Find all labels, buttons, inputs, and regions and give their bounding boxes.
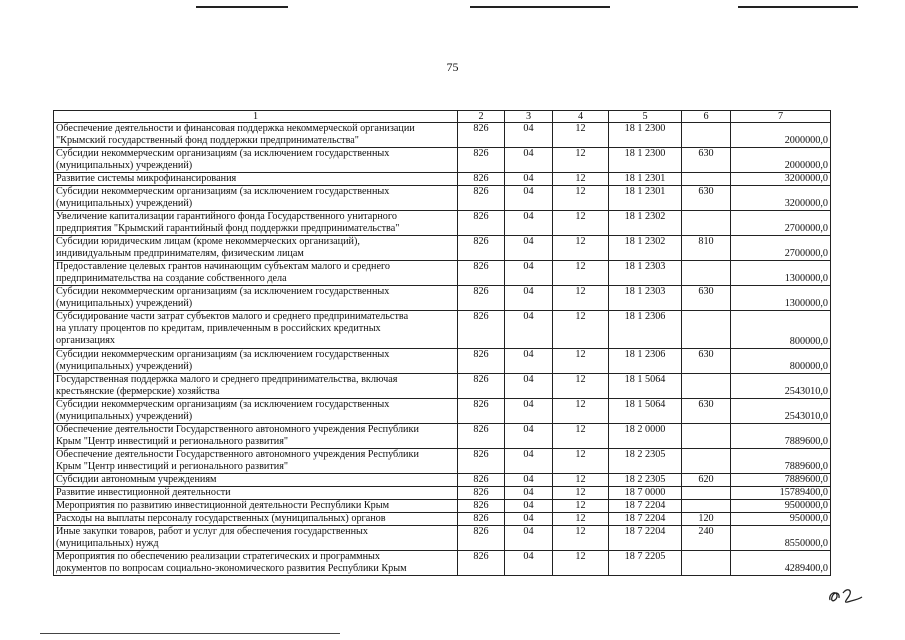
code-cell-c4: 12 [553, 500, 609, 513]
table-row [54, 211, 831, 236]
code-cell-c6: 630 [682, 349, 731, 374]
code-cell-c4: 12 [553, 513, 609, 526]
code-cell-c2: 826 [458, 399, 505, 424]
code-cell-c6 [682, 424, 731, 449]
expense-name-line: Обеспечение деятельности и финансовая поддержка некоммерческой организации [56, 123, 415, 134]
expense-name [54, 186, 458, 211]
code-cell-c5: 18 1 2306 [609, 349, 682, 374]
table-row [54, 236, 831, 261]
expense-name-line: предприятия "Крымский гарантийный фонд поддержки предпринимательства" [56, 223, 400, 234]
code-cell-c5: 18 7 2204 [609, 526, 682, 551]
amount-cell: 1300000,0 [731, 261, 831, 286]
code-cell-c4: 12 [553, 449, 609, 474]
expense-name [54, 236, 458, 261]
code-cell-c5: 18 2 2305 [609, 449, 682, 474]
code-cell-c2: 826 [458, 211, 505, 236]
code-cell-c2: 826 [458, 286, 505, 311]
code-cell-c2: 826 [458, 173, 505, 186]
expense-name-line: Субсидии некоммерческим организациям (за исключением государственных [56, 399, 390, 410]
code-cell-c3: 04 [505, 474, 553, 487]
table-row [54, 424, 831, 449]
code-cell-c3: 04 [505, 286, 553, 311]
handwritten-initials [826, 582, 866, 608]
code-cell-c2: 826 [458, 374, 505, 399]
expense-name-line: (муниципальных) нужд [56, 538, 159, 549]
code-cell-c6 [682, 311, 731, 349]
expense-name-line: Крым "Центр инвестиций и регионального развития" [56, 436, 289, 447]
code-cell-c2: 826 [458, 261, 505, 286]
expense-name-line: (муниципальных) учреждений) [56, 160, 193, 171]
code-cell-c4: 12 [553, 424, 609, 449]
code-cell-c4: 12 [553, 311, 609, 349]
code-cell-c5: 18 1 5064 [609, 374, 682, 399]
expense-name-line: Обеспечение деятельности Государственного автономного учреждения Республики [56, 449, 419, 460]
code-cell-c2: 826 [458, 123, 505, 148]
top-rule [196, 6, 288, 8]
expense-name [54, 399, 458, 424]
code-cell-c2: 826 [458, 513, 505, 526]
column-header: 4 [553, 111, 609, 123]
code-cell-c6 [682, 173, 731, 186]
amount-cell: 7889600,0 [731, 449, 831, 474]
expense-name-line: Развитие системы микрофинансирования [56, 173, 237, 184]
code-cell-c6: 810 [682, 236, 731, 261]
code-cell-c4: 12 [553, 487, 609, 500]
code-cell-c4: 12 [553, 349, 609, 374]
bottom-rule [40, 633, 340, 634]
column-header: 7 [731, 111, 831, 123]
code-cell-c2: 826 [458, 551, 505, 576]
expense-name-line: (муниципальных) учреждений) [56, 198, 193, 209]
amount-cell: 2000000,0 [731, 148, 831, 173]
code-cell-c4: 12 [553, 261, 609, 286]
top-rule [470, 6, 610, 8]
expense-name-line: Развитие инвестиционной деятельности [56, 487, 231, 498]
amount-cell: 8550000,0 [731, 526, 831, 551]
code-cell-c3: 04 [505, 173, 553, 186]
code-cell-c2: 826 [458, 311, 505, 349]
table-row [54, 186, 831, 211]
code-cell-c6 [682, 487, 731, 500]
expense-name [54, 286, 458, 311]
table-row [54, 123, 831, 148]
code-cell-c2: 826 [458, 449, 505, 474]
expense-name-line: Субсидирование части затрат субъектов малого и среднего предпринимательства [56, 311, 409, 322]
code-cell-c4: 12 [553, 186, 609, 211]
expense-name-line: предпринимательства на создание собственного дела [56, 273, 287, 284]
amount-cell: 2700000,0 [731, 211, 831, 236]
expense-name-line: Иные закупки товаров, работ и услуг для обеспечения государственных [56, 526, 368, 537]
code-cell-c3: 04 [505, 186, 553, 211]
expense-name [54, 148, 458, 173]
code-cell-c6 [682, 123, 731, 148]
expense-name [54, 211, 458, 236]
code-cell-c3: 04 [505, 513, 553, 526]
code-cell-c4: 12 [553, 399, 609, 424]
page-number: 75 [446, 60, 459, 74]
expense-name-line: индивидуальным предпринимателям, физическим лицам [56, 248, 304, 259]
code-cell-c3: 04 [505, 487, 553, 500]
expense-name-line: Субсидии некоммерческим организациям (за исключением государственных [56, 286, 390, 297]
expense-name-line: Увеличение капитализации гарантийного фонда Государственного унитарного [56, 211, 397, 222]
expense-name [54, 349, 458, 374]
code-cell-c5: 18 1 5064 [609, 399, 682, 424]
expense-name [54, 500, 458, 513]
expense-name-line: Крым "Центр инвестиций и регионального развития" [56, 461, 289, 472]
expense-name-line: "Крымский государственный фонд поддержки предпринимательства" [56, 135, 359, 146]
code-cell-c6: 620 [682, 474, 731, 487]
code-cell-c5: 18 1 2301 [609, 186, 682, 211]
expense-name [54, 123, 458, 148]
code-cell-c3: 04 [505, 211, 553, 236]
code-cell-c3: 04 [505, 123, 553, 148]
amount-cell: 2000000,0 [731, 123, 831, 148]
code-cell-c5: 18 1 2300 [609, 148, 682, 173]
amount-cell: 950000,0 [731, 513, 831, 526]
expense-name-line: Государственная поддержка малого и среднего предпринимательства, включая [56, 374, 398, 385]
code-cell-c2: 826 [458, 424, 505, 449]
code-cell-c4: 12 [553, 286, 609, 311]
code-cell-c4: 12 [553, 236, 609, 261]
expense-name-line: на уплату процентов по кредитам, привлеченным в российских кредитных [56, 323, 381, 334]
amount-cell: 800000,0 [731, 349, 831, 374]
code-cell-c3: 04 [505, 526, 553, 551]
code-cell-c5: 18 1 2302 [609, 236, 682, 261]
code-cell-c3: 04 [505, 311, 553, 349]
code-cell-c2: 826 [458, 236, 505, 261]
code-cell-c2: 826 [458, 500, 505, 513]
code-cell-c6 [682, 551, 731, 576]
code-cell-c3: 04 [505, 349, 553, 374]
code-cell-c6: 630 [682, 186, 731, 211]
amount-cell: 1300000,0 [731, 286, 831, 311]
expense-name-line: Субсидии автономным учреждениям [56, 474, 217, 485]
code-cell-c5: 18 7 0000 [609, 487, 682, 500]
expense-name [54, 311, 458, 349]
code-cell-c3: 04 [505, 261, 553, 286]
code-cell-c3: 04 [505, 236, 553, 261]
expense-name [54, 474, 458, 487]
code-cell-c5: 18 1 2303 [609, 286, 682, 311]
code-cell-c2: 826 [458, 487, 505, 500]
code-cell-c5: 18 1 2300 [609, 123, 682, 148]
table-row [54, 173, 831, 186]
code-cell-c5: 18 1 2306 [609, 311, 682, 349]
expense-name [54, 449, 458, 474]
expense-name-line: крестьянские (фермерские) хозяйства [56, 386, 220, 397]
code-cell-c5: 18 7 2204 [609, 513, 682, 526]
amount-cell: 2543010,0 [731, 374, 831, 399]
column-header: 1 [54, 111, 458, 123]
code-cell-c6 [682, 261, 731, 286]
budget-table [53, 110, 831, 576]
code-cell-c3: 04 [505, 148, 553, 173]
expense-name [54, 513, 458, 526]
code-cell-c6 [682, 211, 731, 236]
code-cell-c2: 826 [458, 186, 505, 211]
table-row [54, 349, 831, 374]
expense-name-line: Субсидии юридическим лицам (кроме некоммерческих организаций), [56, 236, 360, 247]
code-cell-c6: 120 [682, 513, 731, 526]
code-cell-c4: 12 [553, 173, 609, 186]
table-row [54, 526, 831, 551]
table-row [54, 551, 831, 576]
table-row [54, 311, 831, 349]
expense-name [54, 526, 458, 551]
amount-cell: 3200000,0 [731, 186, 831, 211]
expense-name-line: Предоставление целевых грантов начинающим субъектам малого и среднего [56, 261, 391, 272]
expense-name-line: Субсидии некоммерческим организациям (за исключением государственных [56, 349, 390, 360]
table-row [54, 261, 831, 286]
code-cell-c5: 18 1 2301 [609, 173, 682, 186]
table-row [54, 449, 831, 474]
expense-name [54, 487, 458, 500]
code-cell-c4: 12 [553, 123, 609, 148]
header-row [54, 111, 831, 123]
expense-name-line: Субсидии некоммерческим организациям (за исключением государственных [56, 148, 390, 159]
column-header: 3 [505, 111, 553, 123]
amount-cell: 2700000,0 [731, 236, 831, 261]
code-cell-c4: 12 [553, 551, 609, 576]
code-cell-c6: 240 [682, 526, 731, 551]
expense-name-line: Расходы на выплаты персоналу государственных (муниципальных) органов [56, 513, 386, 524]
code-cell-c6 [682, 374, 731, 399]
code-cell-c6: 630 [682, 286, 731, 311]
expense-name-line: документов по вопросам социально-экономического развития Республики Крым [56, 563, 407, 574]
table-row [54, 148, 831, 173]
code-cell-c5: 18 1 2303 [609, 261, 682, 286]
expense-name [54, 374, 458, 399]
code-cell-c2: 826 [458, 148, 505, 173]
code-cell-c6 [682, 500, 731, 513]
code-cell-c4: 12 [553, 526, 609, 551]
code-cell-c3: 04 [505, 374, 553, 399]
amount-cell: 7889600,0 [731, 424, 831, 449]
code-cell-c2: 826 [458, 474, 505, 487]
amount-cell: 2543010,0 [731, 399, 831, 424]
expense-name-line: Обеспечение деятельности Государственного автономного учреждения Республики [56, 424, 419, 435]
expense-name-line: (муниципальных) учреждений) [56, 361, 193, 372]
expense-name-line: (муниципальных) учреждений) [56, 298, 193, 309]
code-cell-c5: 18 2 0000 [609, 424, 682, 449]
code-cell-c3: 04 [505, 424, 553, 449]
amount-cell: 800000,0 [731, 311, 831, 349]
table-row [54, 374, 831, 399]
code-cell-c5: 18 7 2205 [609, 551, 682, 576]
amount-cell: 15789400,0 [731, 487, 831, 500]
code-cell-c4: 12 [553, 148, 609, 173]
column-header: 5 [609, 111, 682, 123]
table-row [54, 286, 831, 311]
expense-name [54, 173, 458, 186]
code-cell-c3: 04 [505, 399, 553, 424]
code-cell-c5: 18 1 2302 [609, 211, 682, 236]
expense-name-line: Мероприятия по развитию инвестиционной деятельности Республики Крым [56, 500, 390, 511]
expense-name [54, 261, 458, 286]
table-row [54, 487, 831, 500]
code-cell-c2: 826 [458, 349, 505, 374]
code-cell-c3: 04 [505, 551, 553, 576]
code-cell-c2: 826 [458, 526, 505, 551]
table-row [54, 513, 831, 526]
amount-cell: 9500000,0 [731, 500, 831, 513]
code-cell-c3: 04 [505, 500, 553, 513]
table-row [54, 500, 831, 513]
column-header: 6 [682, 111, 731, 123]
code-cell-c4: 12 [553, 211, 609, 236]
expense-name-line: организациях [56, 335, 116, 346]
amount-cell: 3200000,0 [731, 173, 831, 186]
expense-name [54, 551, 458, 576]
code-cell-c4: 12 [553, 374, 609, 399]
top-rule [738, 6, 858, 8]
column-header: 2 [458, 111, 505, 123]
code-cell-c3: 04 [505, 449, 553, 474]
code-cell-c6: 630 [682, 399, 731, 424]
amount-cell: 4289400,0 [731, 551, 831, 576]
code-cell-c6: 630 [682, 148, 731, 173]
expense-name-line: Субсидии некоммерческим организациям (за исключением государственных [56, 186, 390, 197]
expense-name-line: (муниципальных) учреждений) [56, 411, 193, 422]
expense-name [54, 424, 458, 449]
code-cell-c4: 12 [553, 474, 609, 487]
code-cell-c5: 18 2 2305 [609, 474, 682, 487]
table-row [54, 474, 831, 487]
table-row [54, 399, 831, 424]
code-cell-c6 [682, 449, 731, 474]
amount-cell: 7889600,0 [731, 474, 831, 487]
expense-name-line: Мероприятия по обеспечению реализации стратегических и программных [56, 551, 380, 562]
code-cell-c5: 18 7 2204 [609, 500, 682, 513]
